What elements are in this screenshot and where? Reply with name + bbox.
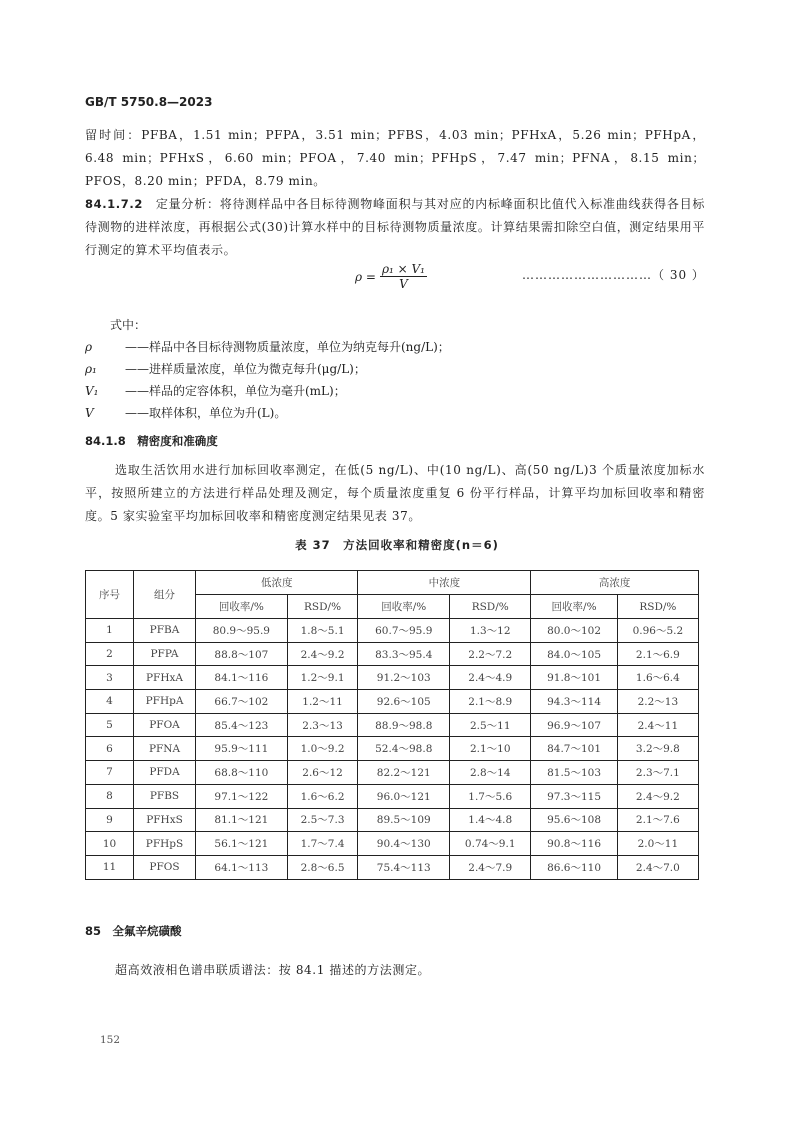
table-cell: 1 (86, 619, 134, 643)
table-cell: 1.2～11 (287, 690, 358, 714)
formula-numerator: ρ₁ × V₁ (381, 262, 425, 276)
formula-legend (85, 314, 450, 424)
table-cell: 92.6～105 (358, 690, 450, 714)
table-row (86, 713, 699, 737)
section-title-84-1-8: 84.1.8 精密度和准确度 (85, 434, 218, 448)
table-cell: 96.9～107 (531, 713, 617, 737)
table-cell: 2.2～13 (617, 690, 698, 714)
table-cell: 94.3～114 (531, 690, 617, 714)
table-cell: PFBA (134, 619, 196, 643)
table-cell: 96.0～121 (358, 784, 450, 808)
col-subheader: 回收率/% (531, 595, 617, 619)
legend-symbol: ρ₁ (85, 362, 97, 376)
precision-paragraph: 选取生活饮用水进行加标回收率测定，在低(5 ng/L)、中(10 ng/L)、高(50 ng/L)3 个质量浓度加标水平，按照所建立的方法进行样品处理及测定，每个质量浓度重复 6 份平行样品，计算平均加标回收率和精密度。5 家实验室平均加标回收率和精密度测定结果见表 37。 (85, 463, 705, 523)
table-cell: PFHxA (134, 666, 196, 690)
table-row (86, 855, 699, 879)
table-cell: 5 (86, 713, 134, 737)
formula-denominator: V (399, 277, 408, 291)
legend-item (85, 358, 450, 380)
table-cell: 52.4～98.8 (358, 737, 450, 761)
table-cell: PFBS (134, 784, 196, 808)
table-cell: PFDA (134, 761, 196, 785)
table-row (86, 784, 699, 808)
table-cell: 66.7～102 (196, 690, 288, 714)
table-cell: 89.5～109 (358, 808, 450, 832)
table-cell: 91.2～103 (358, 666, 450, 690)
table-cell: 84.1～116 (196, 666, 288, 690)
legend-text: ——样品的定容体积，单位为毫升(mL)； (125, 384, 346, 398)
table-cell: 88.9～98.8 (358, 713, 450, 737)
standard-header: GB/T 5750.8—2023 (85, 95, 213, 109)
table-row (86, 761, 699, 785)
formula-30 (355, 262, 427, 291)
table-cell: 7 (86, 761, 134, 785)
col-header-no: 序号 (86, 571, 134, 619)
table-cell: 2.4～9.2 (617, 784, 698, 808)
table-cell: PFHxS (134, 808, 196, 832)
table-cell: 4 (86, 690, 134, 714)
legend-item (85, 336, 450, 358)
quantitative-analysis (85, 193, 705, 262)
table-cell: 75.4～113 (358, 855, 450, 879)
recovery-precision-table (85, 570, 699, 880)
legend-text: ——取样体积，单位为升(L)。 (125, 406, 287, 420)
table-cell: 97.3～115 (531, 784, 617, 808)
col-header-high: 高浓度 (531, 571, 699, 595)
table-cell: 2.4～9.2 (287, 642, 358, 666)
table-cell: 91.8～101 (531, 666, 617, 690)
table-cell: PFOS (134, 855, 196, 879)
table-row (86, 619, 699, 643)
table-cell: 83.3～95.4 (358, 642, 450, 666)
table-cell: 84.0～105 (531, 642, 617, 666)
table-cell: 1.0～9.2 (287, 737, 358, 761)
legend-item (85, 402, 450, 424)
table-cell: 2.4～7.9 (450, 855, 531, 879)
col-header-mid: 中浓度 (358, 571, 531, 595)
table-cell: 90.4～130 (358, 832, 450, 856)
table-cell: 1.4～4.8 (450, 808, 531, 832)
table-cell: 3 (86, 666, 134, 690)
legend-text: ——进样质量浓度，单位为微克每升(μg/L)； (125, 362, 366, 376)
table-cell: PFOA (134, 713, 196, 737)
table-cell: 9 (86, 808, 134, 832)
clause-number: 84.1.7.2 (85, 197, 143, 211)
legend-item (85, 380, 450, 402)
table-cell: 2.5～7.3 (287, 808, 358, 832)
table-cell: 2.2～7.2 (450, 642, 531, 666)
formula-lhs: ρ = (355, 269, 376, 284)
table-cell: 2.4～7.0 (617, 855, 698, 879)
clause-text: 定量分析：将待测样品中各目标待测物峰面积与其对应的内标峰面积比值代入标准曲线获得各目标待测物的进样浓度，再根据公式(30)计算水样中的目标待测物质量浓度。计算结果需扣除空白值，测定结果用平行测定的算术平均值表示。 (85, 197, 705, 257)
table-cell: 2.1～8.9 (450, 690, 531, 714)
table-cell: 1.6～6.4 (617, 666, 698, 690)
table-cell: 80.0～102 (531, 619, 617, 643)
table-cell: 2.1～7.6 (617, 808, 698, 832)
col-header-low: 低浓度 (196, 571, 358, 595)
col-subheader: 回收率/% (196, 595, 288, 619)
table-cell: 1.3～12 (450, 619, 531, 643)
col-subheader: RSD/% (287, 595, 358, 619)
table-cell: 2.4～11 (617, 713, 698, 737)
table-cell: PFHpA (134, 690, 196, 714)
table-caption: 表 37 方法回收率和精密度(n＝6) (295, 538, 499, 552)
table-cell: 1.8～5.1 (287, 619, 358, 643)
table-cell: 3.2～9.8 (617, 737, 698, 761)
table-cell: 56.1～121 (196, 832, 288, 856)
table-cell: 82.2～121 (358, 761, 450, 785)
table-cell: 2.6～12 (287, 761, 358, 785)
table-cell: 86.6～110 (531, 855, 617, 879)
table-row (86, 666, 699, 690)
table-row (86, 642, 699, 666)
table-cell: 1.6～6.2 (287, 784, 358, 808)
section-title-85: 85 全氟辛烷磺酸 (85, 924, 182, 938)
table-cell: 80.9～95.9 (196, 619, 288, 643)
table-cell: 81.5～103 (531, 761, 617, 785)
col-subheader: RSD/% (450, 595, 531, 619)
table-cell: 1.7～5.6 (450, 784, 531, 808)
table-cell: 97.1～122 (196, 784, 288, 808)
table-cell: 2.1～6.9 (617, 642, 698, 666)
table-cell: 2.1～10 (450, 737, 531, 761)
table-cell: 85.4～123 (196, 713, 288, 737)
legend-text: ——样品中各目标待测物质量浓度，单位为纳克每升(ng/L)； (125, 340, 450, 354)
table-cell: 1.7～7.4 (287, 832, 358, 856)
table-cell: PFNA (134, 737, 196, 761)
table-cell: 2.3～7.1 (617, 761, 698, 785)
table-row (86, 832, 699, 856)
table-cell: 2 (86, 642, 134, 666)
table-cell: 2.3～13 (287, 713, 358, 737)
table-cell: 64.1～113 (196, 855, 288, 879)
section-85-paragraph: 超高效液相色谱串联质谱法：按 84.1 描述的方法测定。 (115, 963, 431, 977)
table-cell: 8 (86, 784, 134, 808)
table-cell: 90.8～116 (531, 832, 617, 856)
retention-times: 留时间：PFBA，1.51 min；PFPA，3.51 min；PFBS，4.03 min；PFHxA，5.26 min；PFHpA，6.48 min；PFHxS，6.60 min；PFOA，7.40 min；PFHpS，7.47 min；PFNA，8.15 min；PFOS，8.20 min；PFDA，8.79 min。 (85, 128, 705, 188)
table-cell: 81.1～121 (196, 808, 288, 832)
table-cell: 60.7～95.9 (358, 619, 450, 643)
col-subheader: 回收率/% (358, 595, 450, 619)
table-cell: 88.8～107 (196, 642, 288, 666)
legend-symbol: V₁ (85, 384, 99, 398)
table-cell: 11 (86, 855, 134, 879)
table-cell: 2.5～11 (450, 713, 531, 737)
table-cell: 10 (86, 832, 134, 856)
table-cell: 0.74～9.1 (450, 832, 531, 856)
table-cell: 2.8～6.5 (287, 855, 358, 879)
table-cell: 68.8～110 (196, 761, 288, 785)
table-cell: PFHpS (134, 832, 196, 856)
page-number: 152 (100, 1034, 121, 1046)
table-cell: 2.4～4.9 (450, 666, 531, 690)
col-subheader: RSD/% (617, 595, 698, 619)
table-cell: 0.96～5.2 (617, 619, 698, 643)
table-row (86, 690, 699, 714)
legend-symbol: V (85, 406, 94, 420)
col-header-component: 组分 (134, 571, 196, 619)
table-cell: 95.6～108 (531, 808, 617, 832)
table-cell: 2.0～11 (617, 832, 698, 856)
legend-symbol: ρ (85, 340, 93, 354)
equation-number: …………………………（ 30 ） (522, 268, 705, 282)
legend-title: 式中： (110, 318, 147, 332)
table-cell: 95.9～111 (196, 737, 288, 761)
table-cell: 84.7～101 (531, 737, 617, 761)
table-row (86, 737, 699, 761)
table-cell: 1.2～9.1 (287, 666, 358, 690)
table-cell: PFPA (134, 642, 196, 666)
table-row (86, 808, 699, 832)
table-cell: 2.8～14 (450, 761, 531, 785)
table-cell: 6 (86, 737, 134, 761)
